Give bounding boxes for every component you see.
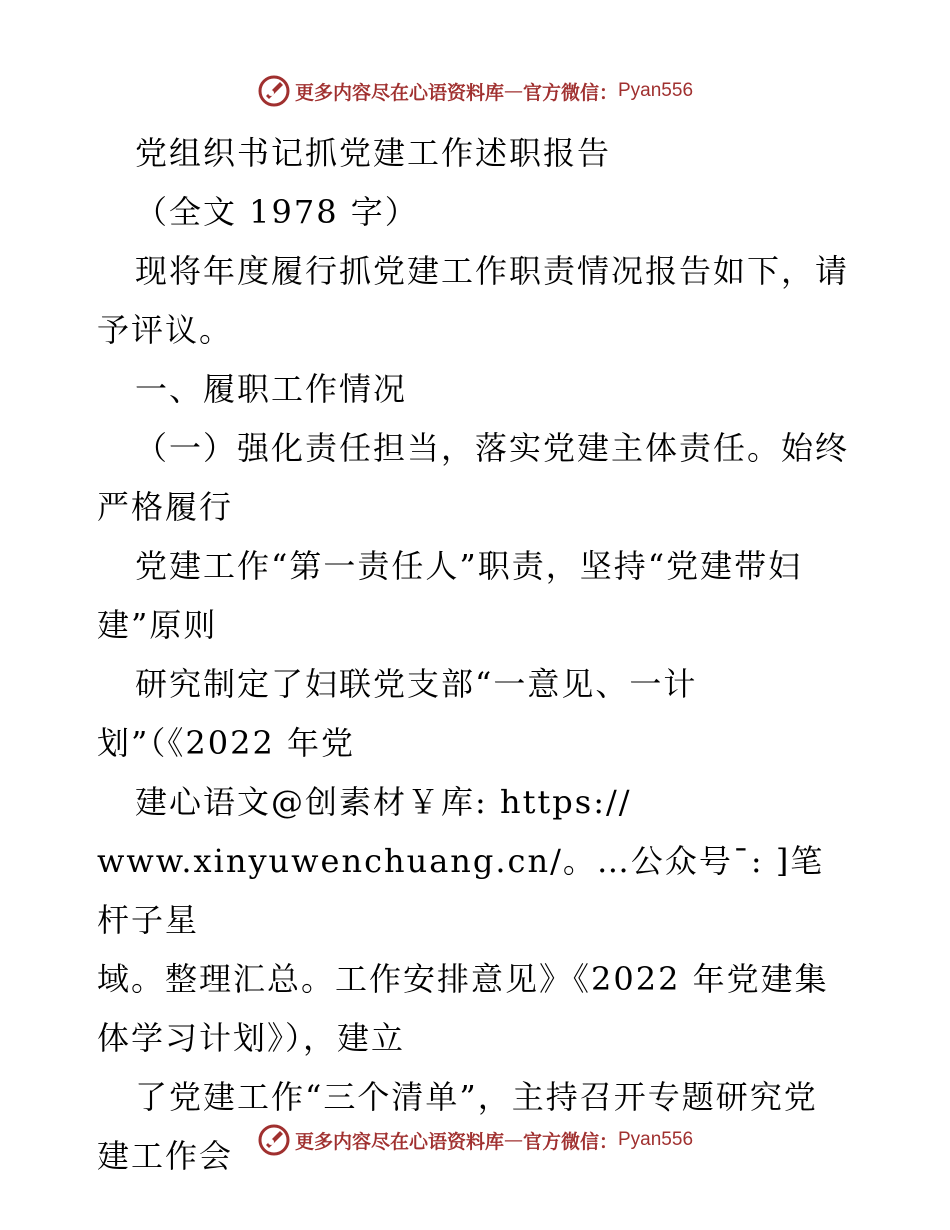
banner-separator: — [503, 1129, 523, 1151]
paragraph-line: 予评议。 [97, 311, 234, 349]
banner-wechat-label: 官方微信： [522, 1130, 618, 1153]
document-title: 党组织书记抓党建工作述职报告 [135, 134, 612, 172]
section-heading: 一、履职工作情况 [135, 370, 408, 408]
bottom-watermark-banner [0, 1120, 950, 1160]
banner-wechat-id: Pyan556 [618, 80, 694, 101]
xinyu-logo-icon [257, 74, 291, 108]
paragraph-line: 建”原则 [97, 606, 218, 644]
banner-separator: — [503, 80, 523, 102]
document-body [97, 124, 857, 1186]
paragraph-line: 党建工作“第一责任人”职责，坚持“党建带妇 [135, 547, 803, 585]
banner-text: 更多内容尽在心语资料库 [294, 81, 504, 104]
paragraph-line: 了党建工作“三个清单”，主持召开专题研究党 [135, 1078, 818, 1116]
top-watermark-banner [0, 71, 950, 111]
banner-wechat-id: Pyan556 [618, 1129, 694, 1150]
paragraph-line: 现将年度履行抓党建工作职责情况报告如下，请 [135, 252, 850, 290]
paragraph-line: www.xinyuwenchuang.cn/。…公众号¯: ]笔杆子星 [97, 842, 825, 939]
paragraph-line: 域。整理汇总。工作安排意见》《2022 年党建集 [97, 960, 829, 998]
word-count: （全文 1978 字） [135, 193, 419, 231]
paragraph-line: （一）强化责任担当，落实党建主体责任。始终 [135, 429, 850, 467]
paragraph-line: 划”（《2022 年党 [97, 724, 355, 762]
banner-text: 更多内容尽在心语资料库 [294, 1130, 504, 1153]
xinyu-logo-icon [257, 1123, 291, 1157]
paragraph-line: 建工作会 [97, 1137, 234, 1175]
banner-wechat-label: 官方微信： [522, 81, 618, 104]
paragraph-line: 研究制定了妇联党支部“一意见、一计 [135, 665, 698, 703]
paragraph-line: 严格履行 [97, 488, 234, 526]
paragraph-line: 建心语文@创素材￥库: https:// [135, 783, 632, 821]
paragraph-line: 体学习计划》），建立 [97, 1019, 406, 1057]
